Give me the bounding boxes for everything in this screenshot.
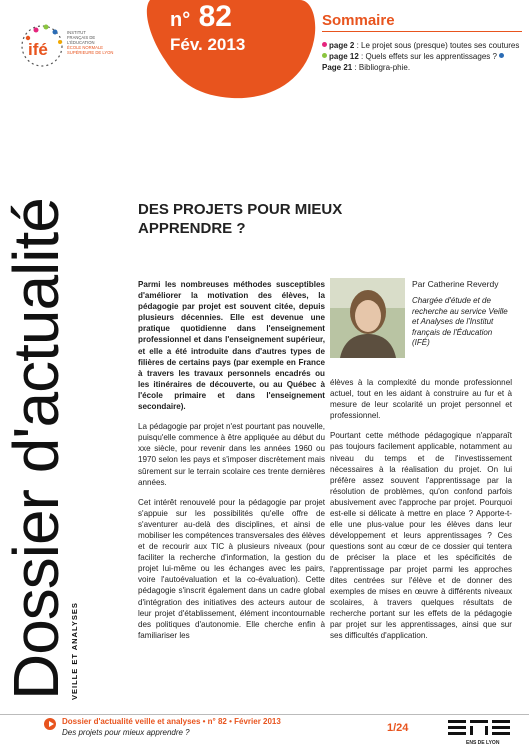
issue-prefix: n°	[170, 9, 191, 31]
issue-date: Fév. 2013	[170, 35, 246, 54]
article-lead: Parmi les nombreuses méthodes susceptibles d'améliorer la motivation des élèves, la pédagogie par projet est souvent citée, depuis plusieurs décennies. Elle est devenue une pratique quotidienne dans l'enseignement professionnel et dans l'enseignement supérieur, et elle a été introduite dans d'autres types de filières de certains pays (par exemple en France à travers les travaux personnels encadrés ou les itinéraires de découverte, ou au Québec à l'école primaire et dans l'enseignement secondaire).	[138, 280, 325, 412]
toc-link-page12[interactable]: page 12	[329, 52, 359, 61]
article-paragraph: Cet intérêt renouvelé pour la pédagogie par projet s'appuie sur les possibilités qu'elle offre de s'aventurer au-delà des disciplines, et ainsi de mobiliser les compétences transversales des élèves et de recourir aux TIC à plusieurs niveaux (pour faciliter la recherche d'information, la gestion du projet lui-même ou les échanges avec les pairs, voire l'autoévaluation et la co-évaluation). Cette pédagogie s'inscrit également dans un cadre global d'intégration des initiatives des acteurs autour de leur projet d'établissement, élément incontournable des politiques d'autonomie. Elle cherche enfin à familiariser les	[138, 497, 325, 640]
toc-link-page21[interactable]: Page 21	[322, 63, 353, 72]
toc-link-page2[interactable]: page 2	[329, 41, 355, 50]
table-of-contents	[322, 12, 522, 73]
footer-publication: Dossier d'actualité veille et analyses • n° 82 • Février 2013	[62, 717, 281, 726]
issue-number: 82	[198, 0, 232, 33]
toc-body: page 2 : Le projet sous (presque) toutes ses coutures page 12 : Quels effets sur les apprentissages ? Page 21 : Bibliogra-phie.	[322, 41, 520, 72]
article-paragraph: La pédagogie par projet n'est pourtant pas nouvelle, puisqu'elle commence à être appliquée au début du xxe siècle, pour revenir dans les années 1960 ou 1970 selon les pays et s'imposer discrètement mais sûrement sur le terrain scolaire ces trente dernières années.	[138, 422, 325, 487]
issue-badge	[170, 2, 245, 54]
toc-rule	[322, 31, 522, 32]
toc-bullet-icon	[322, 42, 327, 47]
footer-article-title: Des projets pour mieux apprendre ?	[62, 728, 190, 737]
article-column-right	[330, 377, 512, 650]
logo-wordmark: ifé	[28, 40, 48, 59]
author-description: Chargée d'étude et de recherche au service Veille et Analyses de l'Institut français de l'Éducation (IFÉ)	[412, 296, 508, 347]
logo-institute-name: INSTITUT FRANÇAIS DE L'ÉDUCATION ÉCOLE NORMALE SUPÉRIEURE DE LYON	[67, 30, 114, 55]
author-name: Par Catherine Reverdy	[412, 279, 499, 289]
page-number: 1/24	[387, 722, 409, 734]
toc-bullet-icon	[322, 53, 327, 58]
toc-bullet-icon	[499, 53, 504, 58]
play-icon	[44, 718, 56, 730]
side-title-main: Dossier d'actualité	[0, 198, 72, 700]
article-headline: DES PROJETS POUR MIEUX APPRENDRE ?	[138, 201, 343, 237]
toc-title: Sommaire	[322, 12, 395, 29]
author-photo	[330, 278, 405, 358]
footer-divider	[0, 714, 529, 715]
side-title-sub: VEILLE ET ANALYSES	[70, 602, 79, 700]
article-paragraph: Pourtant cette méthode pédagogique n'apparaît pas toujours facilement applicable, notamment au niveau du temps et de l'investissement nécessaires à la réalisation du projet. On lui préfère assez souvent l'apprentissage par la résolution de problèmes, qu'on confond parfois abusivement avec l'approche par projet. Pourquoi est-elle si délicate à mettre en place ? Apporte-t-elle une plus-value pour les élèves dans leur développement et leurs apprentissages ? Ces questions sont au cœur de ce dossier qui tentera de préciser la place et les spécificités de l'apprentissage par projet parmi les approches dites centrées sur l'élève et de donner des exemples de mises en œuvre à différents niveaux scolaires, à travers quelques résultats de recherche portant sur les effets de la pédagogie par projet sur les apprentissages, ainsi que sur ses difficultés d'application.	[330, 431, 512, 641]
publication-side-title	[0, 198, 79, 700]
article-column-left	[138, 279, 325, 650]
ens-lyon-label: ENS DE LYON	[466, 740, 500, 746]
article-paragraph: élèves à la complexité du monde professionnel actuel, tout en les aidant à construire au fur et à mesure de leur scolarité un projet personnel et professionnel.	[330, 378, 512, 421]
